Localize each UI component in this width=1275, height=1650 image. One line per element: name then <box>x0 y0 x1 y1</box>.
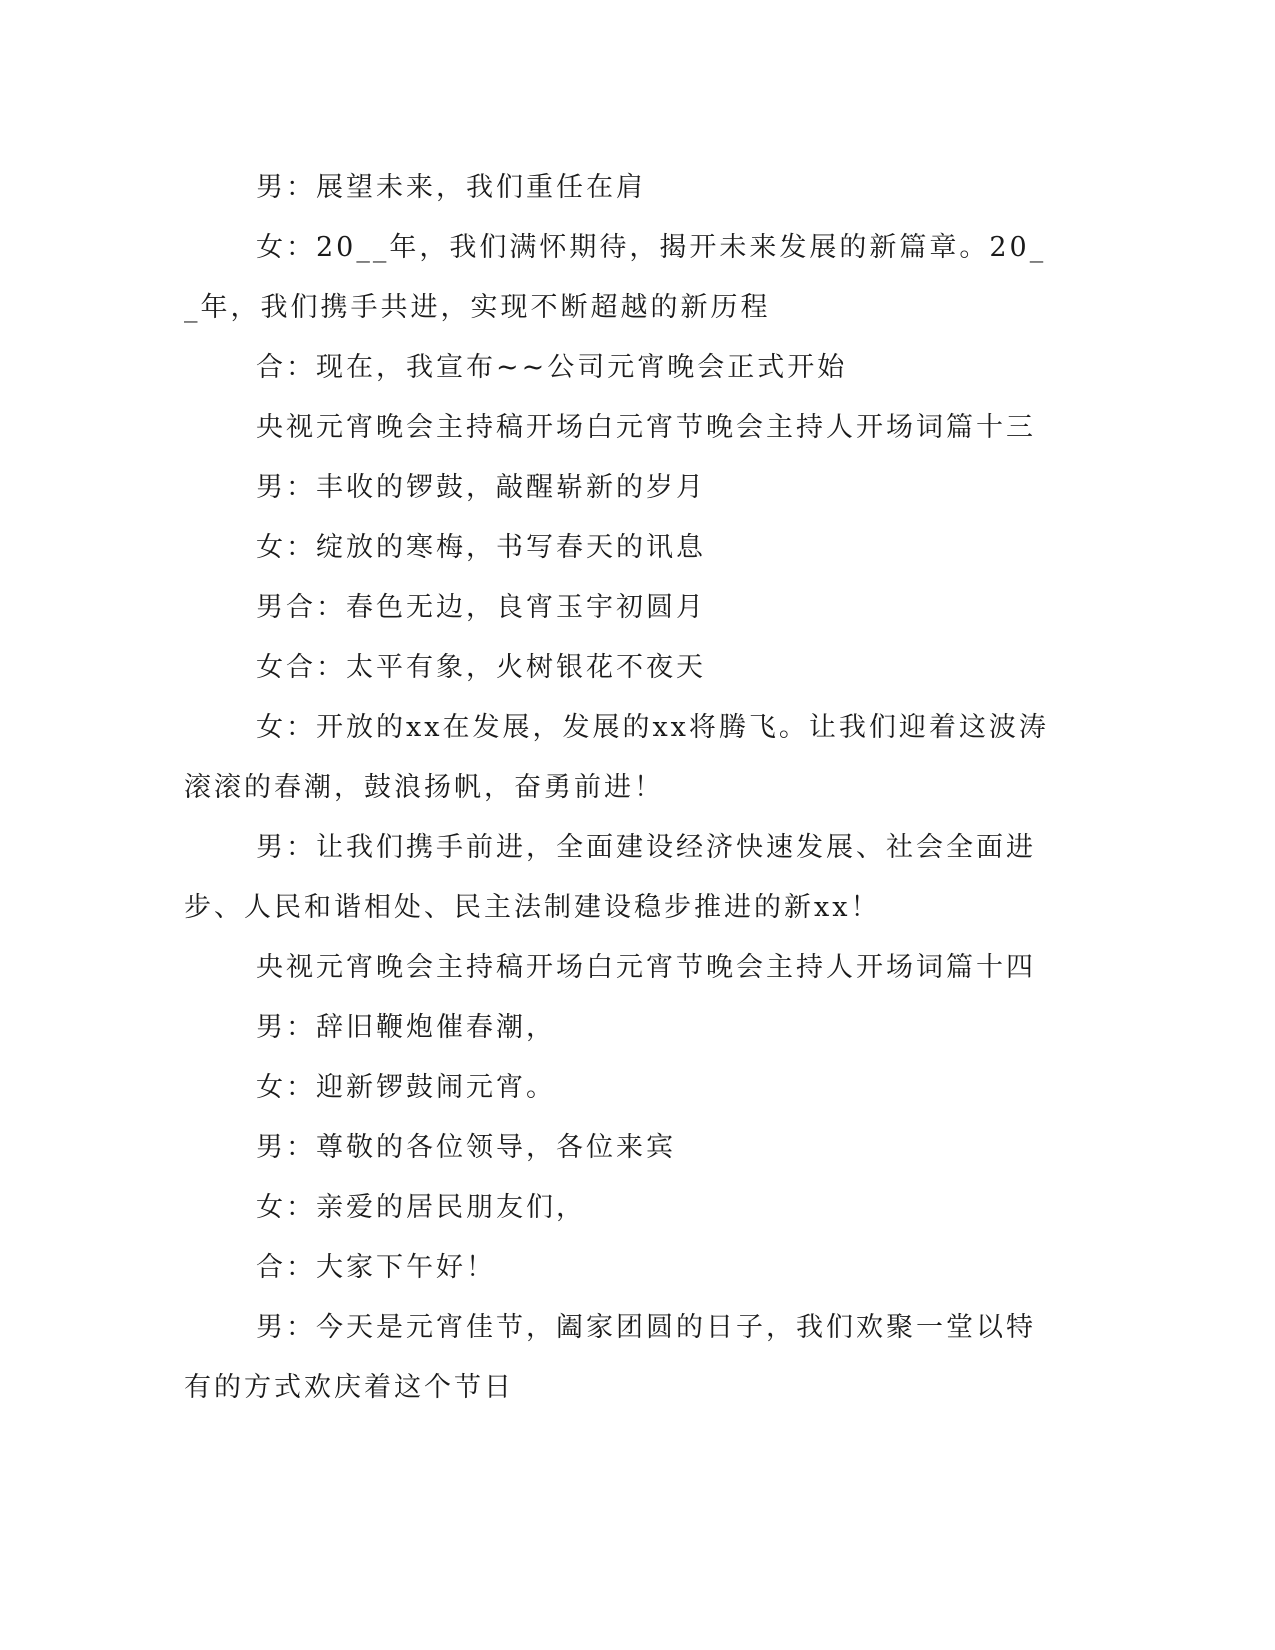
paragraph: 女：开放的xx在发展，发展的xx将腾飞。让我们迎着这波涛滚滚的春潮，鼓浪扬帆，奋勇前进！ <box>184 712 1049 803</box>
paragraph: 男：让我们携手前进，全面建设经济快速发展、社会全面进步、人民和谐相处、民主法制建设稳步推进的新xx！ <box>184 832 1036 923</box>
paragraph: 男：展望未来，我们重任在肩 <box>256 172 646 203</box>
paragraph: 女：迎新锣鼓闹元宵。 <box>256 1072 556 1103</box>
paragraph: 合：大家下午好！ <box>256 1252 496 1283</box>
paragraph: 男：辞旧鞭炮催春潮， <box>256 1012 556 1043</box>
paragraph: 女：20__年，我们满怀期待，揭开未来发展的新篇章。20__年，我们携手共进，实现不断超越的新历程 <box>184 232 1047 323</box>
paragraph: 男：丰收的锣鼓，敲醒崭新的岁月 <box>256 472 706 503</box>
paragraph: 男合：春色无边，良宵玉宇初圆月 <box>256 592 706 623</box>
paragraph: 男：今天是元宵佳节，阖家团圆的日子，我们欢聚一堂以特有的方式欢庆着这个节日 <box>184 1312 1036 1403</box>
paragraph: 男：尊敬的各位领导，各位来宾 <box>256 1132 676 1163</box>
paragraph: 女合：太平有象，火树银花不夜天 <box>256 652 706 683</box>
paragraph: 女：亲爱的居民朋友们， <box>256 1192 586 1223</box>
section-heading: 央视元宵晚会主持稿开场白元宵节晚会主持人开场词篇十三 <box>256 412 1036 443</box>
paragraph: 合：现在，我宣布~~公司元宵晚会正式开始 <box>256 352 848 383</box>
section-heading: 央视元宵晚会主持稿开场白元宵节晚会主持人开场词篇十四 <box>256 952 1036 983</box>
paragraph: 女：绽放的寒梅，书写春天的讯息 <box>256 532 706 563</box>
document-body <box>184 158 1054 1418</box>
